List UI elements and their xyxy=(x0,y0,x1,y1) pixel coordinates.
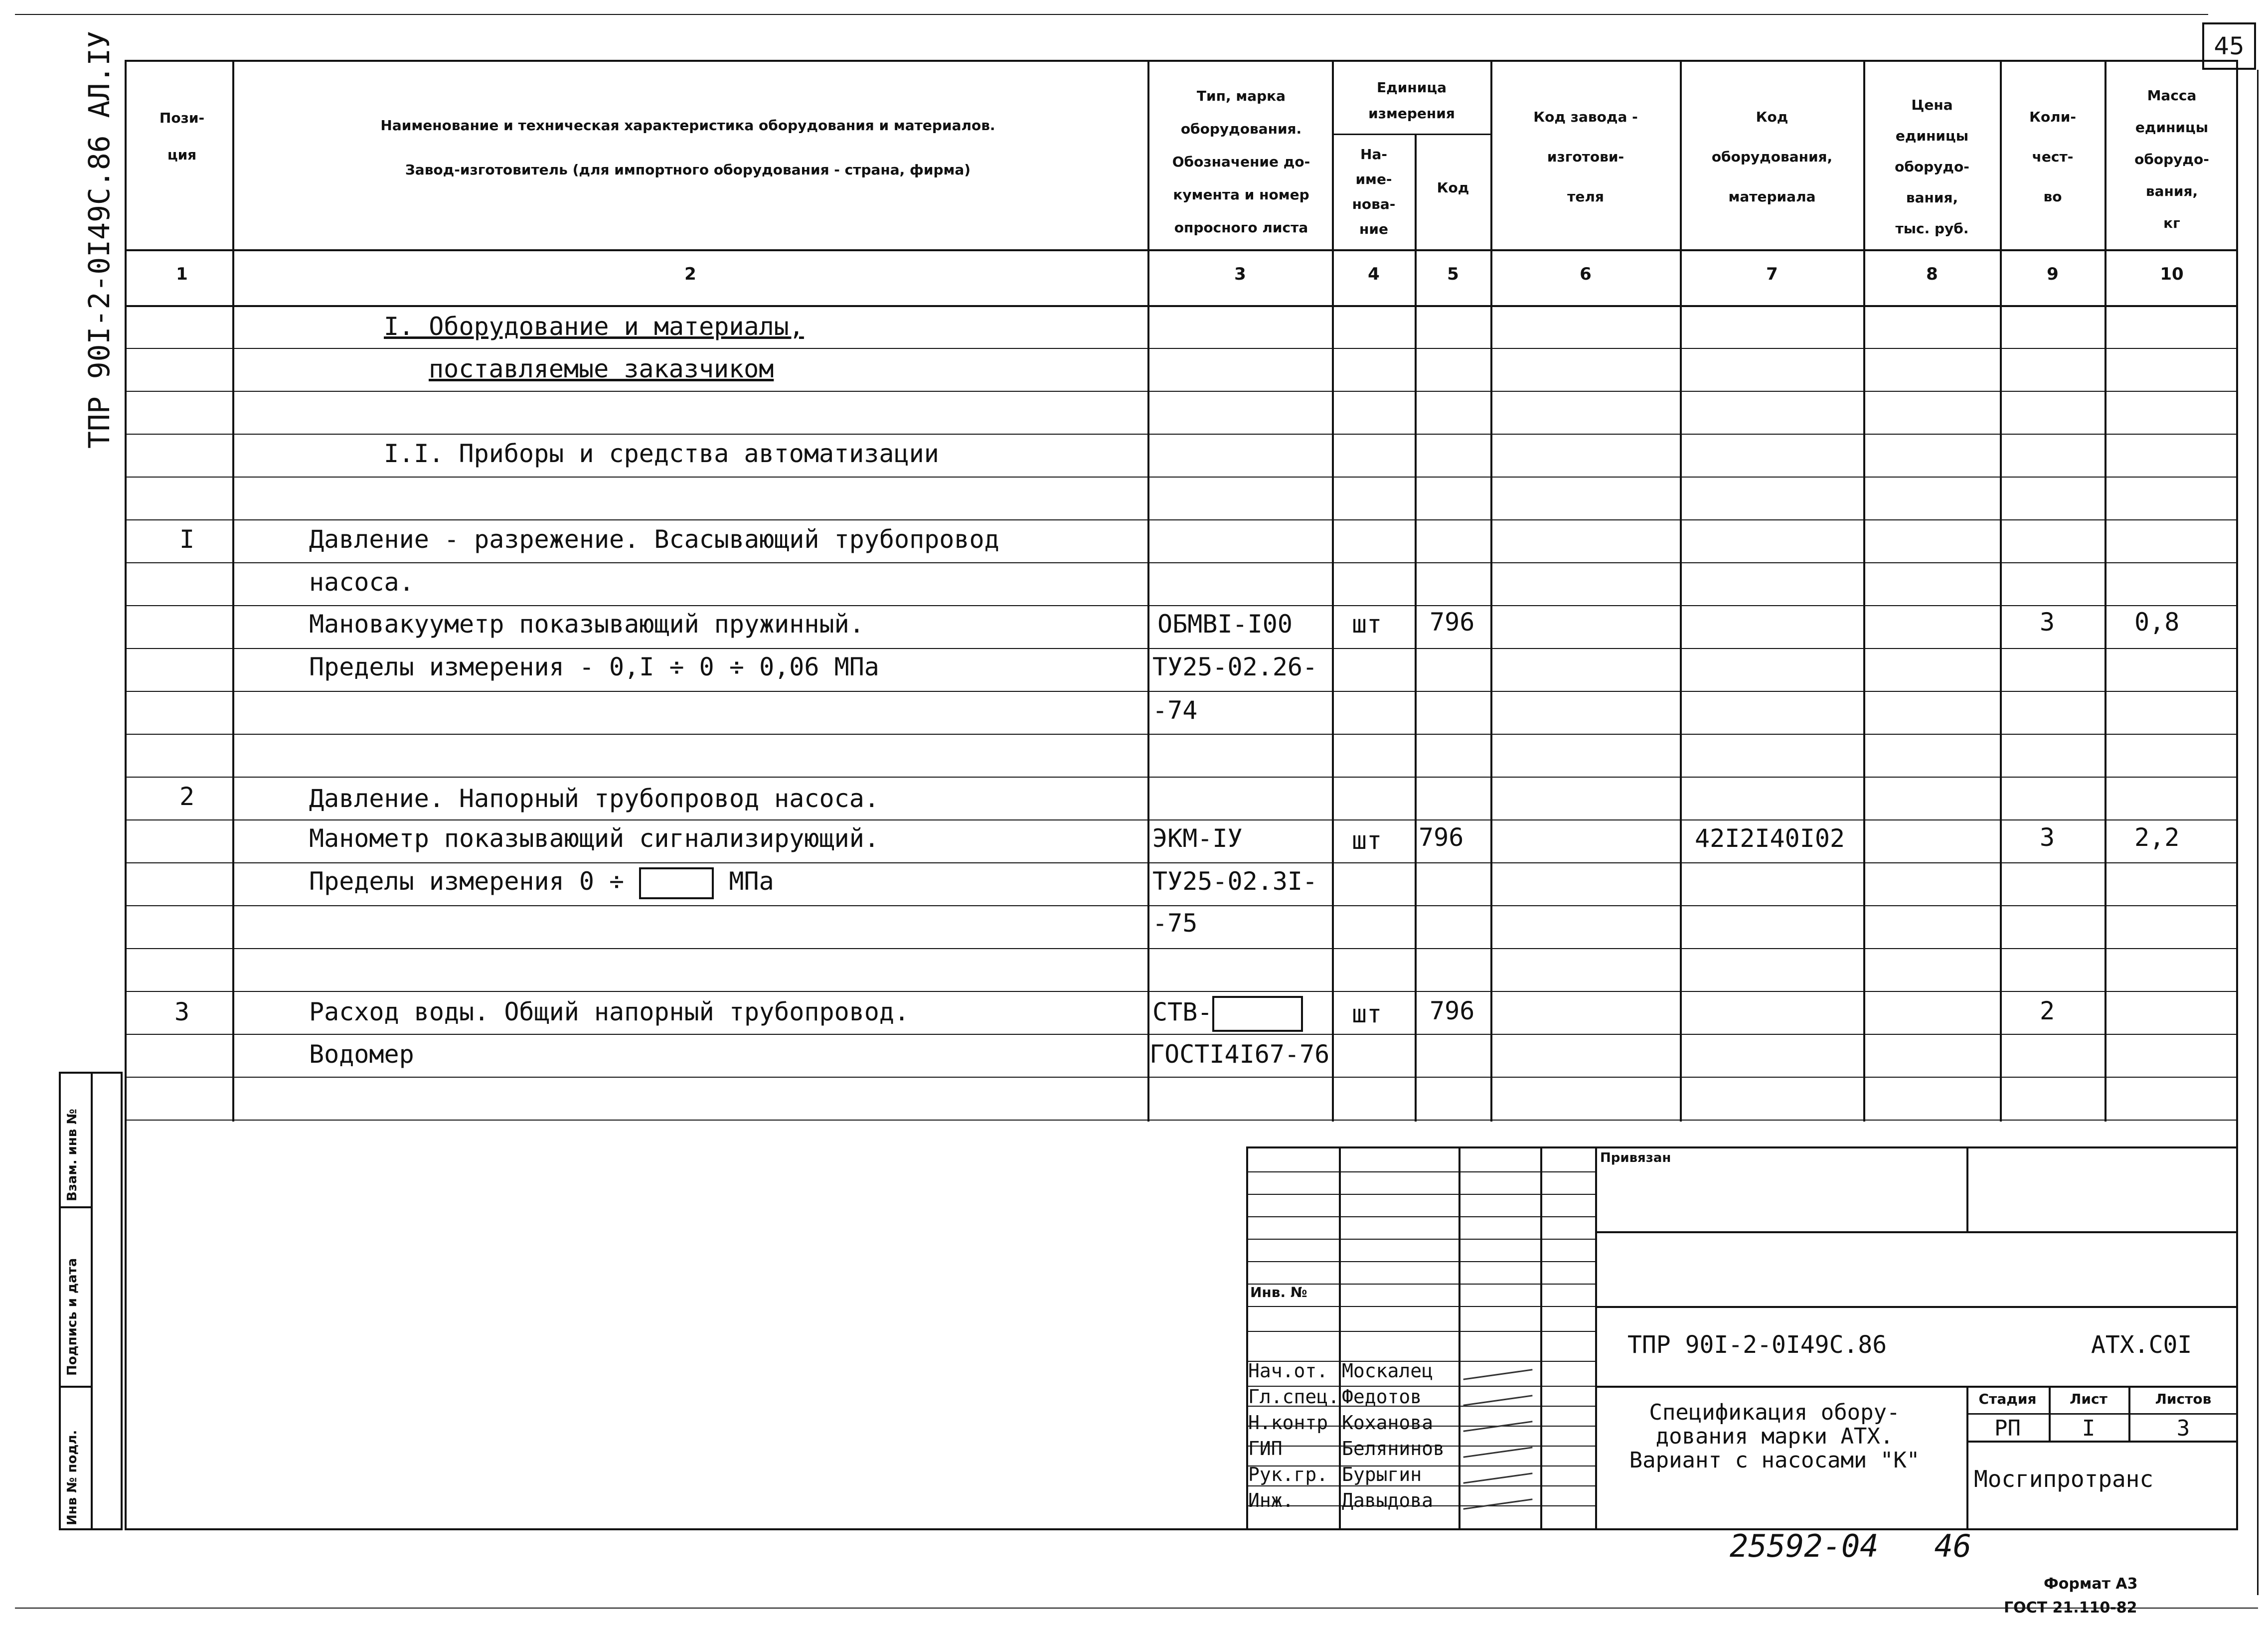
side-label-signature: Подпись и дата xyxy=(65,1258,80,1376)
bottom-handwritten-number: 25592-04 46 xyxy=(1730,1528,1972,1564)
tb-line xyxy=(1595,1146,1597,1530)
tb-line xyxy=(1246,1239,1595,1240)
section-title: I. Оборудование и материалы, xyxy=(384,312,804,341)
row-type: ЭКМ-IУ xyxy=(1152,824,1243,853)
header-mass: Масса единицы оборудо- вания, кг xyxy=(2134,87,2209,231)
blank-field-box[interactable] xyxy=(1212,996,1303,1032)
subsection-title: I.I. Приборы и средства автоматизации xyxy=(384,439,939,468)
binding-strip-divider xyxy=(91,1072,93,1530)
row-line xyxy=(125,862,2238,863)
row-type: -74 xyxy=(1152,696,1198,725)
row-mass: 0,8 xyxy=(2134,608,2180,637)
side-label-replacement: Взам. инв № xyxy=(65,1109,80,1201)
tb-line xyxy=(1246,1261,1595,1262)
bottom-border xyxy=(15,1608,2258,1609)
row-line xyxy=(125,1077,2238,1078)
tb-sheet: I xyxy=(2082,1416,2096,1441)
row-name: Пределы измерения 0 ÷ МПа xyxy=(309,866,774,899)
colnum-2: 2 xyxy=(684,264,696,284)
section-title-cont: поставляемые заказчиком xyxy=(429,354,774,383)
side-label-inventory: Инв № подл. xyxy=(65,1430,80,1525)
header-position: Пози- ция xyxy=(159,110,205,163)
colnum-4: 4 xyxy=(1368,264,1380,284)
row-line xyxy=(125,434,2238,435)
tb-line xyxy=(1966,1413,2238,1415)
row-pos: 3 xyxy=(174,997,190,1026)
tb-line xyxy=(1246,1194,1595,1195)
row-name: Давление. Напорный трубопровод насоса. xyxy=(309,784,879,813)
row-line xyxy=(125,905,2238,906)
binding-strip-line xyxy=(59,1386,91,1388)
row-qty: 2 xyxy=(2040,996,2055,1025)
tb-line xyxy=(1966,1146,1968,1231)
row-type: ОБМВI-I00 xyxy=(1157,610,1293,639)
row-unit: шт xyxy=(1352,610,1382,639)
signer-name: Давыдова xyxy=(1342,1489,1434,1511)
row-line xyxy=(125,819,2238,820)
blank-field-box[interactable] xyxy=(639,867,714,899)
row-line xyxy=(125,605,2238,606)
gost-label: ГОСТ 21.110-82 xyxy=(2004,1599,2137,1617)
row-equipment-code: 42I2I40I02 xyxy=(1695,824,1845,853)
tb-privyazan: Привязан xyxy=(1600,1150,1671,1165)
colnum-10: 10 xyxy=(2160,264,2184,284)
row-line xyxy=(125,477,2238,478)
row-line xyxy=(125,1034,2238,1035)
signer-role: Гл.спец. xyxy=(1248,1386,1340,1408)
tb-stage: РП xyxy=(1994,1416,2021,1441)
row-line xyxy=(125,691,2238,692)
tb-line xyxy=(1540,1146,1542,1530)
row-type: СТВ- xyxy=(1152,996,1303,1032)
header-factory-code: Код завода - изготови- теля xyxy=(1533,109,1638,205)
tb-line xyxy=(1966,1386,1968,1530)
signer-role: ГИП xyxy=(1248,1438,1283,1460)
colnum-5: 5 xyxy=(1447,264,1459,284)
side-document-code: ТПР 90I-2-0I49С.86 АЛ.IУ xyxy=(82,30,116,449)
colnum-7: 7 xyxy=(1766,264,1778,284)
row-mass: 2,2 xyxy=(2134,823,2180,852)
row-line xyxy=(125,391,2238,392)
colnum-3: 3 xyxy=(1234,264,1246,284)
signer-name: Федотов xyxy=(1342,1386,1422,1408)
tb-description: Спецификация обору- дования марки АТХ. Вариант с насосами "К" xyxy=(1629,1400,1920,1473)
tb-inv-label: Инв. № xyxy=(1250,1284,1307,1301)
col-line xyxy=(1147,60,1149,1122)
colnum-6: 6 xyxy=(1580,264,1592,284)
tb-line xyxy=(1339,1146,1341,1530)
header-quantity: Коли- чест- во xyxy=(2029,109,2076,205)
signer-name: Москалец xyxy=(1342,1360,1434,1382)
tb-line xyxy=(1246,1216,1595,1217)
tb-line xyxy=(1458,1146,1460,1530)
tb-line xyxy=(1595,1231,2238,1233)
signer-name: Бурыгин xyxy=(1342,1463,1422,1485)
signer-role: Н.контр xyxy=(1248,1412,1328,1434)
colnum-9: 9 xyxy=(2047,264,2059,284)
row-line xyxy=(125,648,2238,649)
header-equipment-code: Код оборудования, материала xyxy=(1711,109,1833,205)
colnum-1: 1 xyxy=(176,264,188,284)
header-price: Цена единицы оборудо- вания, тыс. руб. xyxy=(1895,97,1969,237)
row-line xyxy=(125,348,2238,349)
header-unit: Единица измерения xyxy=(1368,79,1455,122)
col-line xyxy=(1490,60,1492,1122)
row-qty: 3 xyxy=(2040,823,2055,852)
row-type: ТУ25-02.3I- xyxy=(1152,867,1318,896)
tb-line xyxy=(1595,1386,2238,1388)
signer-role: Инж. xyxy=(1248,1489,1294,1511)
row-line xyxy=(125,734,2238,735)
row-name: насоса. xyxy=(309,568,414,597)
signer-role: Нач.от. xyxy=(1248,1360,1328,1382)
row-type: ГОСТI4I67-76 xyxy=(1149,1040,1330,1069)
row-line xyxy=(125,1120,2238,1121)
tb-doc-code: ТПР 90I-2-0I49С.86 xyxy=(1627,1331,1887,1359)
top-border xyxy=(15,14,2208,15)
row-line xyxy=(125,777,2238,778)
signer-name: Коханова xyxy=(1342,1412,1434,1434)
row-line xyxy=(125,948,2238,949)
row-name: Давление - разрежение. Всасывающий трубопровод xyxy=(309,525,999,554)
row-code: 796 xyxy=(1430,608,1475,637)
signer-name: Белянинов xyxy=(1342,1438,1445,1460)
tb-sheets: 3 xyxy=(2176,1416,2190,1441)
row-code: 796 xyxy=(1419,823,1464,852)
row-pos: I xyxy=(179,525,195,554)
tb-line xyxy=(1246,1485,1595,1486)
page-number: 45 xyxy=(2214,32,2245,60)
row-name: Мановакууметр показывающий пружинный. xyxy=(309,610,864,639)
row-line xyxy=(125,519,2238,520)
header-name: Наименование и техническая характеристика оборудования и материалов. Завод-изготовитель (для импортного оборудования - страна, фирма) xyxy=(380,117,995,178)
row-name: Пределы измерения - 0,I ÷ 0 ÷ 0,06 МПа xyxy=(309,652,879,681)
row-type: ТУ25-02.26- xyxy=(1152,652,1318,681)
tb-sheets-label: Листов xyxy=(2155,1391,2212,1407)
signer-role: Рук.гр. xyxy=(1248,1463,1328,1485)
colnum-8: 8 xyxy=(1926,264,1938,284)
row-unit: шт xyxy=(1352,999,1382,1028)
tb-line xyxy=(1595,1306,2238,1308)
row-pos: 2 xyxy=(179,782,195,811)
row-name: Водомер xyxy=(309,1040,414,1069)
binding-strip-line xyxy=(59,1206,91,1208)
unit-divider xyxy=(1332,134,1490,135)
tb-line xyxy=(1246,1306,1595,1307)
row-line xyxy=(125,991,2238,992)
tb-line xyxy=(1246,1331,1595,1332)
tb-mark: АТХ.С0I xyxy=(2091,1331,2192,1359)
col-line xyxy=(232,60,234,1122)
header-unit-code: Код xyxy=(1437,179,1469,196)
row-name: Манометр показывающий сигнализирующий. xyxy=(309,824,879,853)
row-name: Расход воды. Общий напорный трубопровод. xyxy=(309,997,910,1026)
row-unit: шт xyxy=(1352,826,1382,855)
tb-sheet-label: Лист xyxy=(2070,1391,2107,1407)
row-line xyxy=(125,562,2238,563)
row-qty: 3 xyxy=(2040,608,2055,637)
col-line xyxy=(2000,60,2002,1122)
col-line xyxy=(1680,60,1682,1122)
tb-organization: Мосгипротранс xyxy=(1974,1465,2154,1492)
row-code: 796 xyxy=(1430,996,1475,1025)
tb-stage-label: Стадия xyxy=(1978,1391,2037,1407)
header-unit-name: На- име- нова- ние xyxy=(1352,146,1396,237)
colnum-bottom-line xyxy=(125,305,2238,307)
format-label: Формат А3 xyxy=(2044,1575,2138,1593)
tb-line xyxy=(1246,1171,1595,1172)
right-border xyxy=(2257,70,2259,1595)
header-bottom-line xyxy=(125,249,2238,251)
header-type: Тип, марка оборудования. Обозначение до- кумента и номер опросного листа xyxy=(1172,88,1310,236)
row-type: -75 xyxy=(1152,909,1198,938)
